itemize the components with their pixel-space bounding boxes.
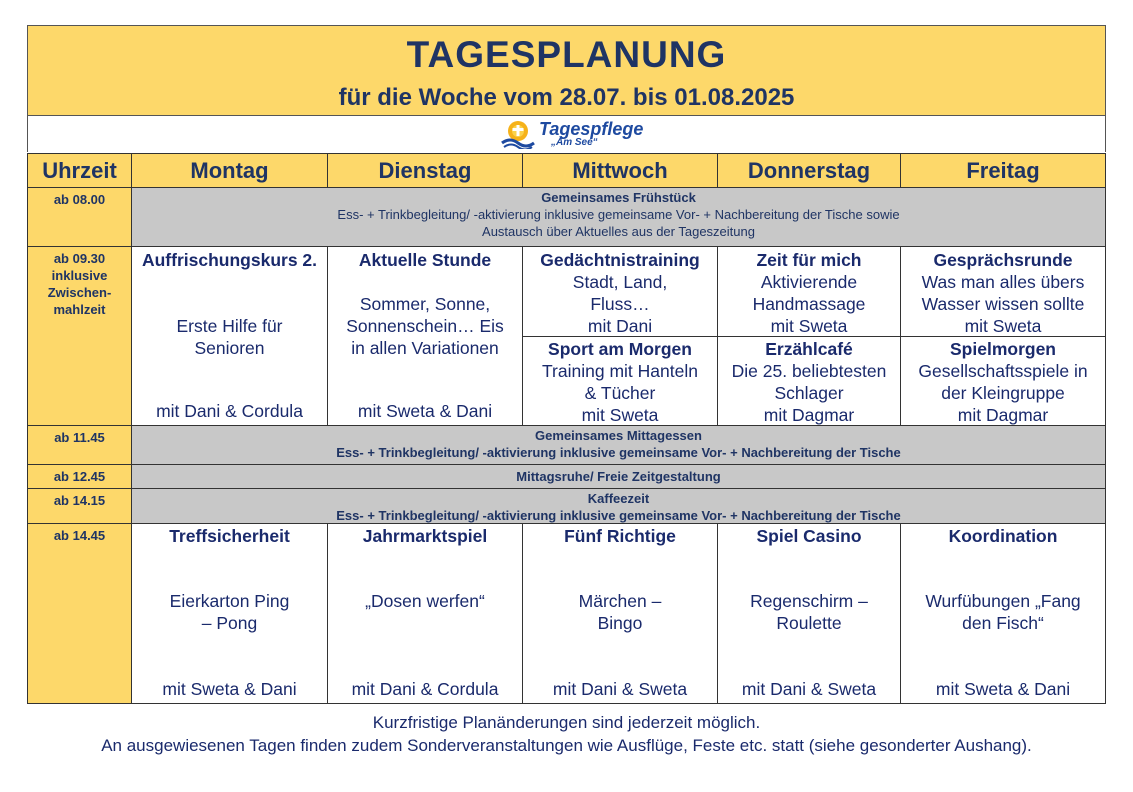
activity-staff: mit Dani & Cordula xyxy=(351,679,499,699)
breakfast-line2: Austausch über Aktuelles aus der Tageszeitung xyxy=(482,224,755,239)
activity-monday-morning xyxy=(131,246,328,426)
activity-title: Zeit für mich xyxy=(756,250,862,270)
activity-staff: mit Sweta xyxy=(770,316,848,336)
column-header-thursday: Donnerstag xyxy=(717,153,901,188)
activity-text: Wurfübungen „Fang den Fisch“ xyxy=(925,591,1081,633)
activity-friday-morning-b xyxy=(900,336,1106,426)
activity-title: Gedächtnistraining xyxy=(540,250,700,270)
activity-staff: mit Dani & Sweta xyxy=(552,679,688,699)
sun-wave-logo-icon xyxy=(500,119,536,149)
activity-tuesday-morning xyxy=(327,246,523,426)
logo xyxy=(500,117,643,151)
column-header-time: Uhrzeit xyxy=(27,153,132,188)
activity-text: Sommer, Sonne, Sonnenschein… Eis in allen Variationen xyxy=(346,294,504,358)
activity-friday-morning-a xyxy=(900,246,1106,337)
activity-title: Aktuelle Stunde xyxy=(358,250,492,270)
time-breakfast: ab 08.00 xyxy=(27,187,132,247)
activity-title: Sport am Morgen xyxy=(548,339,692,359)
activity-wednesday-morning-b xyxy=(522,336,718,426)
activity-tuesday-afternoon xyxy=(327,523,523,704)
coffee-band xyxy=(131,488,1106,524)
time-afternoon: ab 14.45 xyxy=(27,523,132,704)
activity-text: Was man alles übers Wasser wissen sollte xyxy=(921,272,1085,314)
coffee-title: Kaffeezeit xyxy=(587,491,650,506)
logo-subname: „Am See“ xyxy=(551,137,598,148)
breakfast-title: Gemeinsames Frühstück xyxy=(541,190,696,205)
header-banner xyxy=(27,25,1106,116)
coffee-line1: Ess- + Trinkbegleitung/ -aktivierung inklusive gemeinsame Vor- + Nachbereitung der Tische xyxy=(336,508,901,523)
column-header-tuesday: Dienstag xyxy=(327,153,523,188)
activity-title: Gesprächsrunde xyxy=(933,250,1073,270)
activity-thursday-afternoon xyxy=(717,523,901,704)
footer-note-1: Kurzfristige Planänderungen sind jederzeit möglich. xyxy=(372,713,761,732)
time-morning: ab 09.30 inklusive Zwischen-mahlzeit xyxy=(27,246,132,426)
time-lunch: ab 11.45 xyxy=(27,425,132,465)
lunch-band xyxy=(131,425,1106,465)
activity-title: Erzählcafé xyxy=(765,339,853,359)
activity-staff: mit Dagmar xyxy=(763,405,855,425)
activity-friday-afternoon xyxy=(900,523,1106,704)
activity-text: „Dosen werfen“ xyxy=(365,591,485,611)
time-rest: ab 12.45 xyxy=(27,464,132,489)
activity-staff: mit Dagmar xyxy=(957,405,1049,425)
rest-title: Mittagsruhe/ Freie Zeitgestaltung xyxy=(516,469,721,484)
activity-text: Erste Hilfe für Senioren xyxy=(176,316,283,358)
rest-band xyxy=(131,464,1106,489)
activity-text: Märchen – Bingo xyxy=(578,591,662,633)
breakfast-line1: Ess- + Trinkbegleitung/ -aktivierung inklusive gemeinsame Vor- + Nachbereitung der Tische sowie xyxy=(337,207,900,222)
activity-text: Regenschirm – Roulette xyxy=(750,591,868,633)
activity-text: Stadt, Land, Fluss… xyxy=(572,272,668,314)
lunch-line1: Ess- + Trinkbegleitung/ -aktivierung inklusive gemeinsame Vor- + Nachbereitung der Tische xyxy=(336,445,901,460)
column-header-monday: Montag xyxy=(131,153,328,188)
activity-title: Fünf Richtige xyxy=(564,526,676,546)
time-coffee: ab 14.15 xyxy=(27,488,132,524)
activity-staff: mit Sweta & Dani xyxy=(357,401,493,421)
activity-thursday-morning-a xyxy=(717,246,901,337)
logo-name: Tagespflege xyxy=(539,119,644,139)
activity-wednesday-afternoon xyxy=(522,523,718,704)
activity-staff: mit Dani xyxy=(587,316,653,336)
activity-text: Gesellschaftsspiele in der Kleingruppe xyxy=(918,361,1088,403)
page-title: TAGESPLANUNG xyxy=(406,34,727,75)
activity-thursday-morning-b xyxy=(717,336,901,426)
breakfast-band xyxy=(131,187,1106,247)
footer-note-2: An ausgewiesenen Tagen finden zudem Sonderveranstaltungen wie Ausflüge, Feste etc. statt (siehe gesonderter Aushang). xyxy=(101,736,1032,755)
activity-text: Eierkarton Ping – Pong xyxy=(169,591,290,633)
activity-title: Treffsicherheit xyxy=(169,526,290,546)
activity-staff: mit Sweta & Dani xyxy=(935,679,1071,699)
column-header-wednesday: Mittwoch xyxy=(522,153,718,188)
page-subtitle: für die Woche vom 28.07. bis 01.08.2025 xyxy=(338,84,795,111)
activity-staff: mit Sweta & Dani xyxy=(162,679,297,699)
activity-title: Auffrischungskurs 2. xyxy=(141,250,318,270)
column-header-friday: Freitag xyxy=(900,153,1106,188)
activity-text: Die 25. beliebtesten Schlager xyxy=(731,361,887,403)
activity-title: Koordination xyxy=(948,526,1058,546)
activity-title: Jahrmarktspiel xyxy=(362,526,488,546)
activity-wednesday-morning-a xyxy=(522,246,718,337)
activity-staff: mit Sweta xyxy=(964,316,1042,336)
logo-bar xyxy=(27,116,1106,152)
activity-title: Spielmorgen xyxy=(950,339,1056,359)
lunch-title: Gemeinsames Mittagessen xyxy=(535,428,702,443)
activity-staff: mit Sweta xyxy=(581,405,659,425)
activity-text: Training mit Hanteln & Tücher xyxy=(542,361,698,403)
activity-text: Aktivierende Handmassage xyxy=(752,272,866,314)
activity-staff: mit Dani & Sweta xyxy=(741,679,877,699)
activity-title: Spiel Casino xyxy=(756,526,862,546)
activity-monday-afternoon xyxy=(131,523,328,704)
activity-staff: mit Dani & Cordula xyxy=(156,401,303,421)
